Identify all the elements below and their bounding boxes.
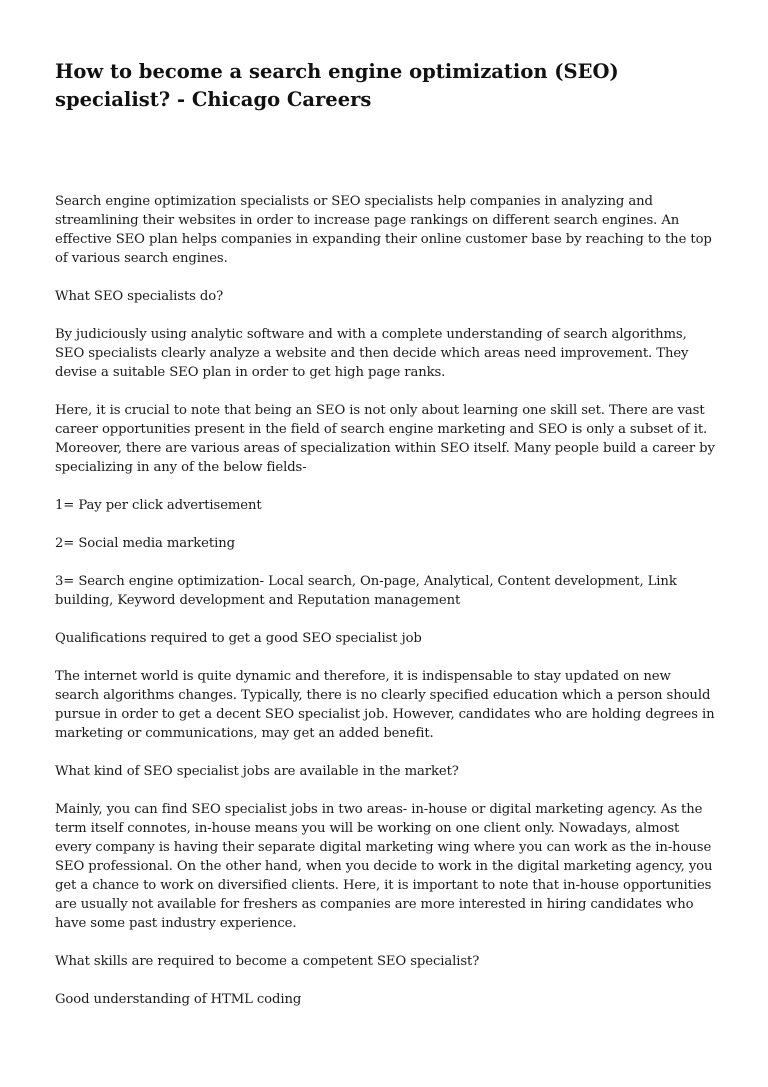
list-item-social-media: 2= Social media marketing [55, 536, 235, 551]
paragraph-job-kinds: Mainly, you can find SEO specialist jobs in two areas- in-house or digital marketing agency. As the term itself connotes, in-house means you will be working on one client only. Nowadays, almost every company is having their separate digital marketing wing where you can work as the in-house SEO professional. On the other hand, when you decide to work in the digital marketing agency, you get a chance to work on diversified clients. Here, it is important to note that in-house opportunities are usually not available for freshers as companies are more interested in hiring candidates who have some past industry experience. [55, 802, 713, 931]
section-heading-what-seo-do: What SEO specialists do? [55, 289, 224, 304]
paragraph-html-skill: Good understanding of HTML coding [55, 992, 302, 1007]
paragraph-career-opportunities: Here, it is crucial to note that being an SEO is not only about learning one skill set. There are vast career opportunities present in the field of search engine marketing and SEO is only a subset of it. Moreover, there are various areas of specialization within SEO itself. Many people build a career by specializing in any of the below fields- [55, 403, 715, 475]
list-item-seo: 3= Search engine optimization- Local search, On-page, Analytical, Content development, Link building, Keyword development and Reputation management [55, 574, 677, 608]
section-heading-qualifications: Qualifications required to get a good SEO specialist job [55, 631, 422, 646]
paragraph-analysis: By judiciously using analytic software and with a complete understanding of search algorithms, SEO specialists clearly analyze a website and then decide which areas need improvement. They devise a suitable SEO plan in order to get high page ranks. [55, 327, 689, 380]
document-page [55, 58, 715, 1028]
section-heading-skills: What skills are required to become a competent SEO specialist? [55, 954, 480, 969]
paragraph-qualifications: The internet world is quite dynamic and therefore, it is indispensable to stay updated on new search algorithms changes. Typically, there is no clearly specified education which a person should pursue in order to get a decent SEO specialist job. However, candidates who are holding degrees in marketing or communications, may get an added benefit. [55, 669, 715, 741]
list-item-ppc: 1= Pay per click advertisement [55, 498, 262, 513]
page-title: How to become a search engine optimization (SEO) specialist? - Chicago Careers [55, 60, 619, 111]
intro-paragraph: Search engine optimization specialists or SEO specialists help companies in analyzing and streamlining their websites in order to increase page rankings on different search engines. An effective SEO plan helps companies in expanding their online customer base by reaching to the top of various search engines. [55, 194, 712, 266]
section-heading-job-kinds: What kind of SEO specialist jobs are available in the market? [55, 764, 459, 779]
